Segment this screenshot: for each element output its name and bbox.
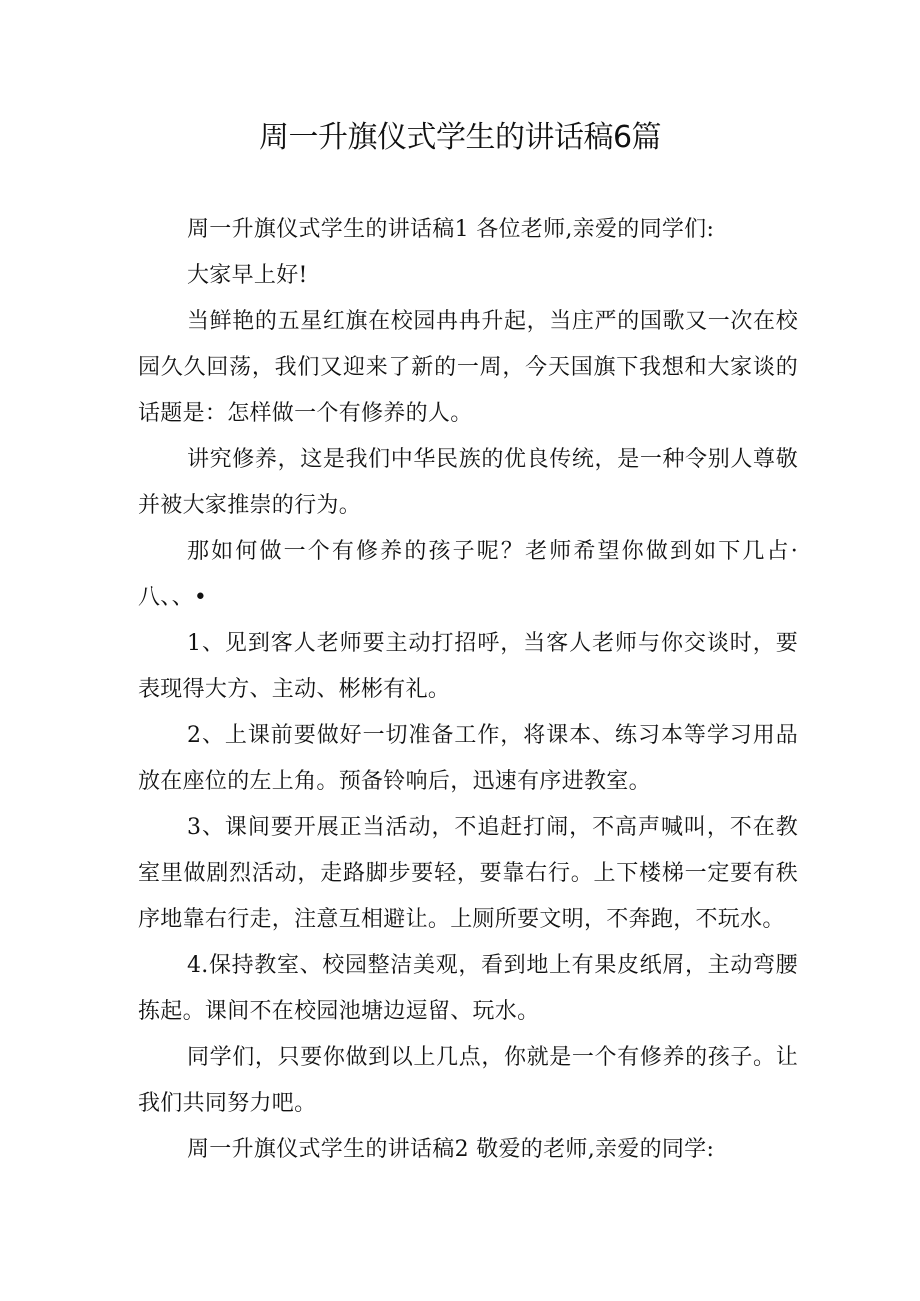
paragraph-speech-2-heading: 周一升旗仪式学生的讲话稿2 敬爱的老师,亲爱的同学: (187, 1137, 715, 1162)
paragraph-point-3: 3、课间要开展正当活动，不追赶打闹，不高声喊叫，不在教室里做剧烈活动，走路脚步要轻，要靠右行。上下楼梯一定要有秩序地靠右行走，注意互相避让。上厕所要文明，不奔跑，不玩水。 (138, 815, 798, 932)
paragraph-speech-1-heading: 周一升旗仪式学生的讲话稿1 各位老师,亲爱的同学们: (187, 217, 715, 242)
paragraph-cultivation: 讲究修养，这是我们中华民族的优良传统，是一种令别人尊敬并被大家推崇的行为。 (138, 447, 798, 518)
paragraph-greeting: 大家早上好! (187, 263, 308, 288)
paragraph-intro: 当鲜艳的五星红旗在校园冉冉升起，当庄严的国歌又一次在校园久久回荡，我们又迎来了新的一周，今天国旗下我想和大家谈的话题是：怎样做一个有修养的人。 (138, 309, 798, 426)
paragraph-point-1: 1、见到客人老师要主动打招呼，当客人老师与你交谈时，要表现得大方、主动、彬彬有礼。 (138, 631, 798, 702)
paragraph-question: 那如何做一个有修养的孩子呢？老师希望你做到如下几占·八、、• (138, 539, 798, 610)
paragraph-point-4: 4.保持教室、校园整洁美观，看到地上有果皮纸屑，主动弯腰拣起。课间不在校园池塘边逗留、玩水。 (138, 953, 798, 1024)
paragraph-conclusion: 同学们，只要你做到以上几点，你就是一个有修养的孩子。让我们共同努力吧。 (138, 1045, 798, 1116)
paragraph-point-2: 2、上课前要做好一切准备工作，将课本、练习本等学习用品放在座位的左上角。预备铃响后，迅速有序进教室。 (138, 723, 798, 794)
document-title: 周一升旗仪式学生的讲话稿6篇 (258, 120, 662, 155)
document-body (138, 207, 798, 1173)
